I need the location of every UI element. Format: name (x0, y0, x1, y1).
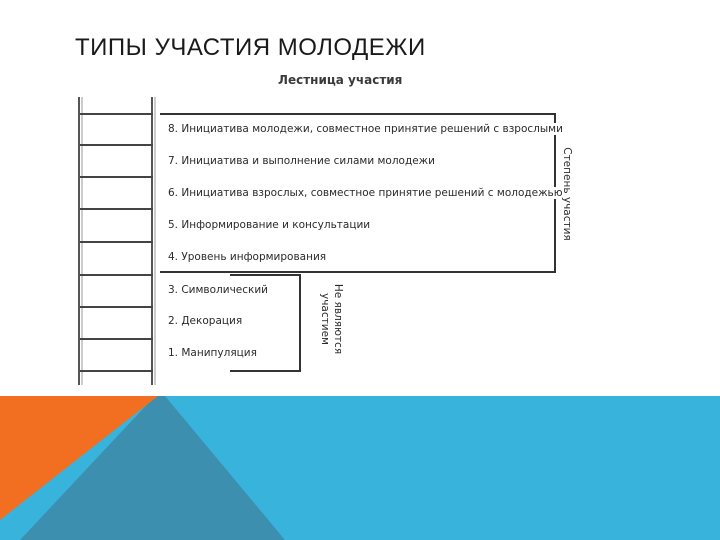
rung-label-1: 1. Манипуляция (168, 347, 257, 359)
slide-title: ТИПЫ УЧАСТИЯ МОЛОДЕЖИ (75, 34, 426, 61)
rung-label-2: 2. Декорация (168, 315, 243, 327)
rung-label-8: 8. Инициатива молодежи, совместное принятие решений с взрослыми (168, 123, 563, 135)
bracket-lower-label-line1: Не являются (332, 283, 344, 355)
rung-label-7: 7. Инициатива и выполнение силами молодежи (168, 155, 435, 167)
bracket-upper-label: Степень участия (561, 147, 573, 241)
rung-label-6: 6. Инициатива взрослых, совместное принятие решений с молодежью (168, 187, 563, 199)
ladder-title: Лестница участия (278, 73, 403, 87)
rung-label-4: 4. Уровень информирования (168, 251, 327, 263)
rung-label-3: 3. Символический (168, 284, 269, 296)
rung-label-5: 5. Информирование и консультации (168, 219, 371, 231)
bracket-lower-label-line2: участием (319, 293, 331, 345)
